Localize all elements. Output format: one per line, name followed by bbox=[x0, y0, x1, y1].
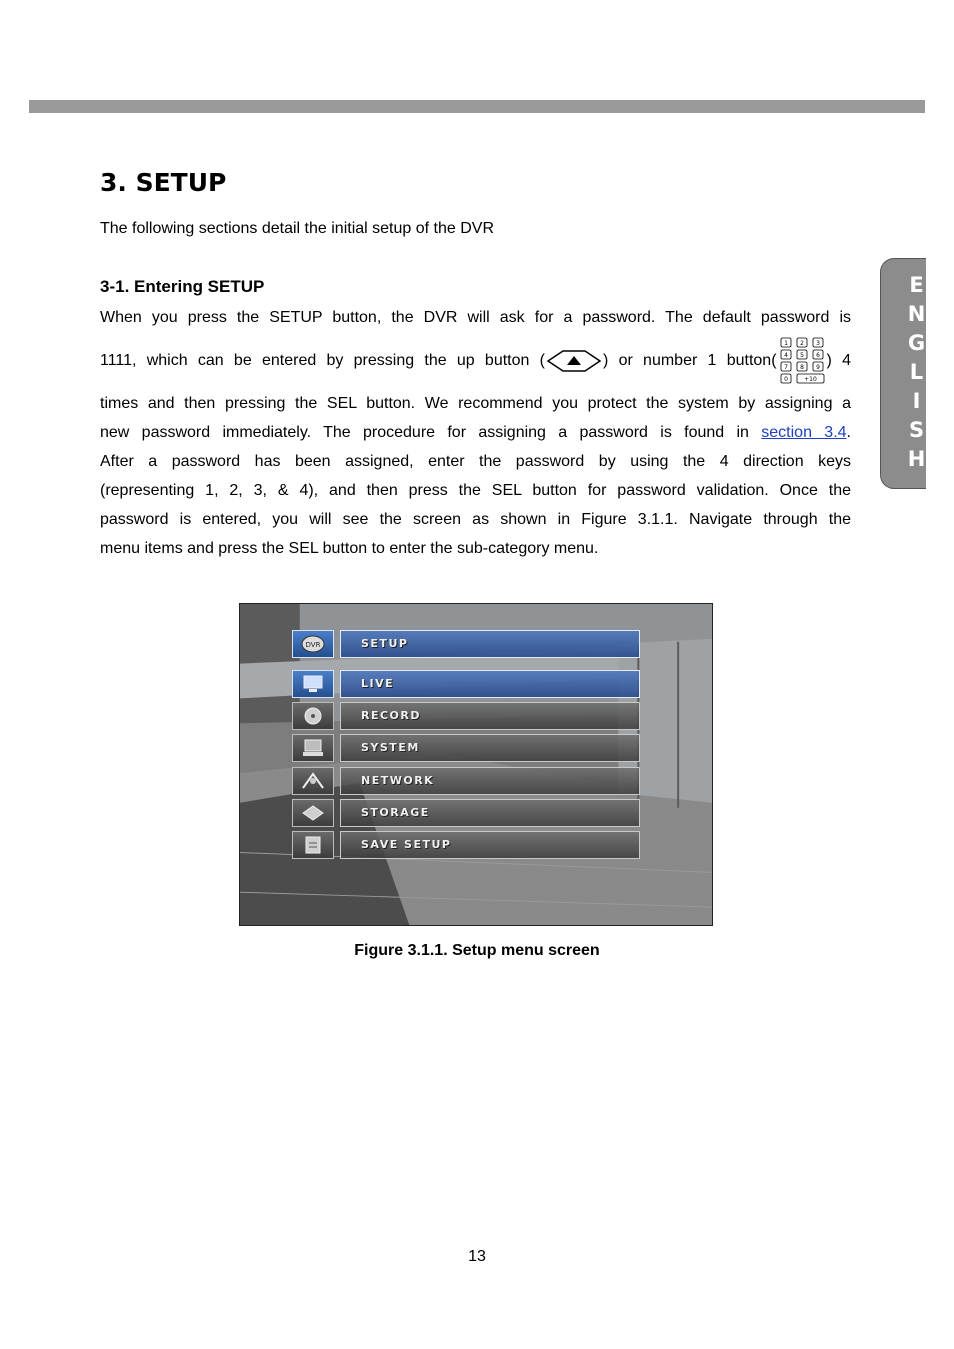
keypad-key bbox=[797, 374, 824, 383]
disc-icon bbox=[292, 702, 334, 730]
menu-item-box bbox=[340, 767, 640, 795]
menu-item-box bbox=[340, 670, 640, 698]
keypad-key bbox=[813, 338, 823, 347]
svg-text:1: 1 bbox=[783, 339, 788, 347]
menu-item-box bbox=[340, 831, 640, 859]
svg-text:7: 7 bbox=[783, 363, 788, 371]
body-line: times and then pressing the SEL button. We recommend you protect the system by assigning a bbox=[100, 395, 851, 412]
language-letter: E bbox=[909, 273, 924, 297]
language-letter: N bbox=[907, 302, 926, 326]
dvr-icon bbox=[292, 630, 334, 658]
menu-item-label: RECORD bbox=[361, 709, 422, 722]
intro-text: The following sections detail the initial setup of the DVR bbox=[100, 220, 494, 237]
up-button-icon bbox=[545, 348, 603, 374]
body-line: After a password has been assigned, enter the password by using the 4 direction keys bbox=[100, 453, 851, 470]
menu-item-network[interactable] bbox=[292, 767, 644, 795]
menu-item-label: SAVE SETUP bbox=[361, 838, 452, 851]
page-title: 3. SETUP bbox=[100, 168, 227, 197]
menu-item-box bbox=[340, 630, 640, 658]
menu-item-box bbox=[340, 734, 640, 762]
header-bar bbox=[29, 100, 925, 113]
menu-item-live[interactable] bbox=[292, 670, 644, 698]
section-heading: 3-1. Entering SETUP bbox=[100, 277, 265, 296]
figure-caption: Figure 3.1.1. Setup menu screen bbox=[354, 942, 600, 959]
menu-item-save-setup[interactable] bbox=[292, 831, 644, 859]
svg-text:2: 2 bbox=[799, 339, 804, 347]
menu-item-label: NETWORK bbox=[361, 774, 435, 787]
menu-item-label: SYSTEM bbox=[361, 741, 420, 754]
menu-item-box bbox=[340, 799, 640, 827]
keypad-key bbox=[781, 362, 791, 371]
language-letter: S bbox=[908, 418, 925, 442]
keypad-key bbox=[781, 338, 791, 347]
svg-text:4: 4 bbox=[783, 351, 788, 359]
keypad-key bbox=[797, 362, 807, 371]
keypad-key bbox=[813, 362, 823, 371]
svg-text:3: 3 bbox=[815, 339, 820, 347]
menu-item-system[interactable] bbox=[292, 734, 644, 762]
svg-text:9: 9 bbox=[815, 363, 820, 371]
language-letter: H bbox=[907, 447, 926, 471]
page-number: 13 bbox=[468, 1248, 486, 1265]
body-line: (representing 1, 2, 3, & 4), and then press the SEL button for password validation. Once the bbox=[100, 482, 851, 499]
keypad-key bbox=[813, 350, 823, 359]
svg-text:0: 0 bbox=[783, 375, 788, 383]
menu-item-setup[interactable] bbox=[292, 630, 644, 658]
body-line: 1111, which can be entered by pressing the up button ( ) or number 1 button( 1 2 3 4 5 6 7 8 9 0 +10 ) 4 bbox=[100, 332, 851, 389]
setup-menu-screenshot bbox=[239, 603, 713, 926]
svg-text:+10: +10 bbox=[803, 375, 817, 383]
language-tab bbox=[880, 258, 926, 489]
svg-text:6: 6 bbox=[815, 351, 820, 359]
network-icon bbox=[292, 767, 334, 795]
section-link[interactable]: section 3.4 bbox=[761, 424, 847, 441]
body-line: When you press the SETUP button, the DVR will ask for a password. The default password is bbox=[100, 309, 851, 326]
language-letter: L bbox=[909, 360, 924, 384]
language-letter: G bbox=[907, 331, 926, 355]
language-letter: I bbox=[912, 389, 921, 413]
monitor-icon bbox=[292, 670, 334, 698]
svg-text:DVR: DVR bbox=[305, 641, 321, 649]
menu-item-label: SETUP bbox=[361, 637, 409, 650]
svg-text:5: 5 bbox=[799, 351, 804, 359]
body-line: password is entered, you will see the screen as shown in Figure 3.1.1. Navigate through the bbox=[100, 511, 851, 528]
keypad-key bbox=[797, 338, 807, 347]
keypad-key bbox=[781, 350, 791, 359]
svg-text:8: 8 bbox=[799, 363, 804, 371]
body-line: new password immediately. The procedure for assigning a password is found in section 3.4. bbox=[100, 424, 851, 441]
storage-icon bbox=[292, 799, 334, 827]
section-body bbox=[100, 303, 851, 563]
menu-item-record[interactable] bbox=[292, 702, 644, 730]
computer-icon bbox=[292, 734, 334, 762]
save-icon bbox=[292, 831, 334, 859]
number-keypad-icon bbox=[777, 336, 827, 386]
keypad-key bbox=[781, 374, 791, 383]
menu-item-storage[interactable] bbox=[292, 799, 644, 827]
keypad-key bbox=[797, 350, 807, 359]
menu-item-label: STORAGE bbox=[361, 806, 430, 819]
body-line: menu items and press the SEL button to enter the sub-category menu. bbox=[100, 540, 599, 557]
menu-item-box bbox=[340, 702, 640, 730]
menu-item-label: LIVE bbox=[361, 677, 395, 690]
